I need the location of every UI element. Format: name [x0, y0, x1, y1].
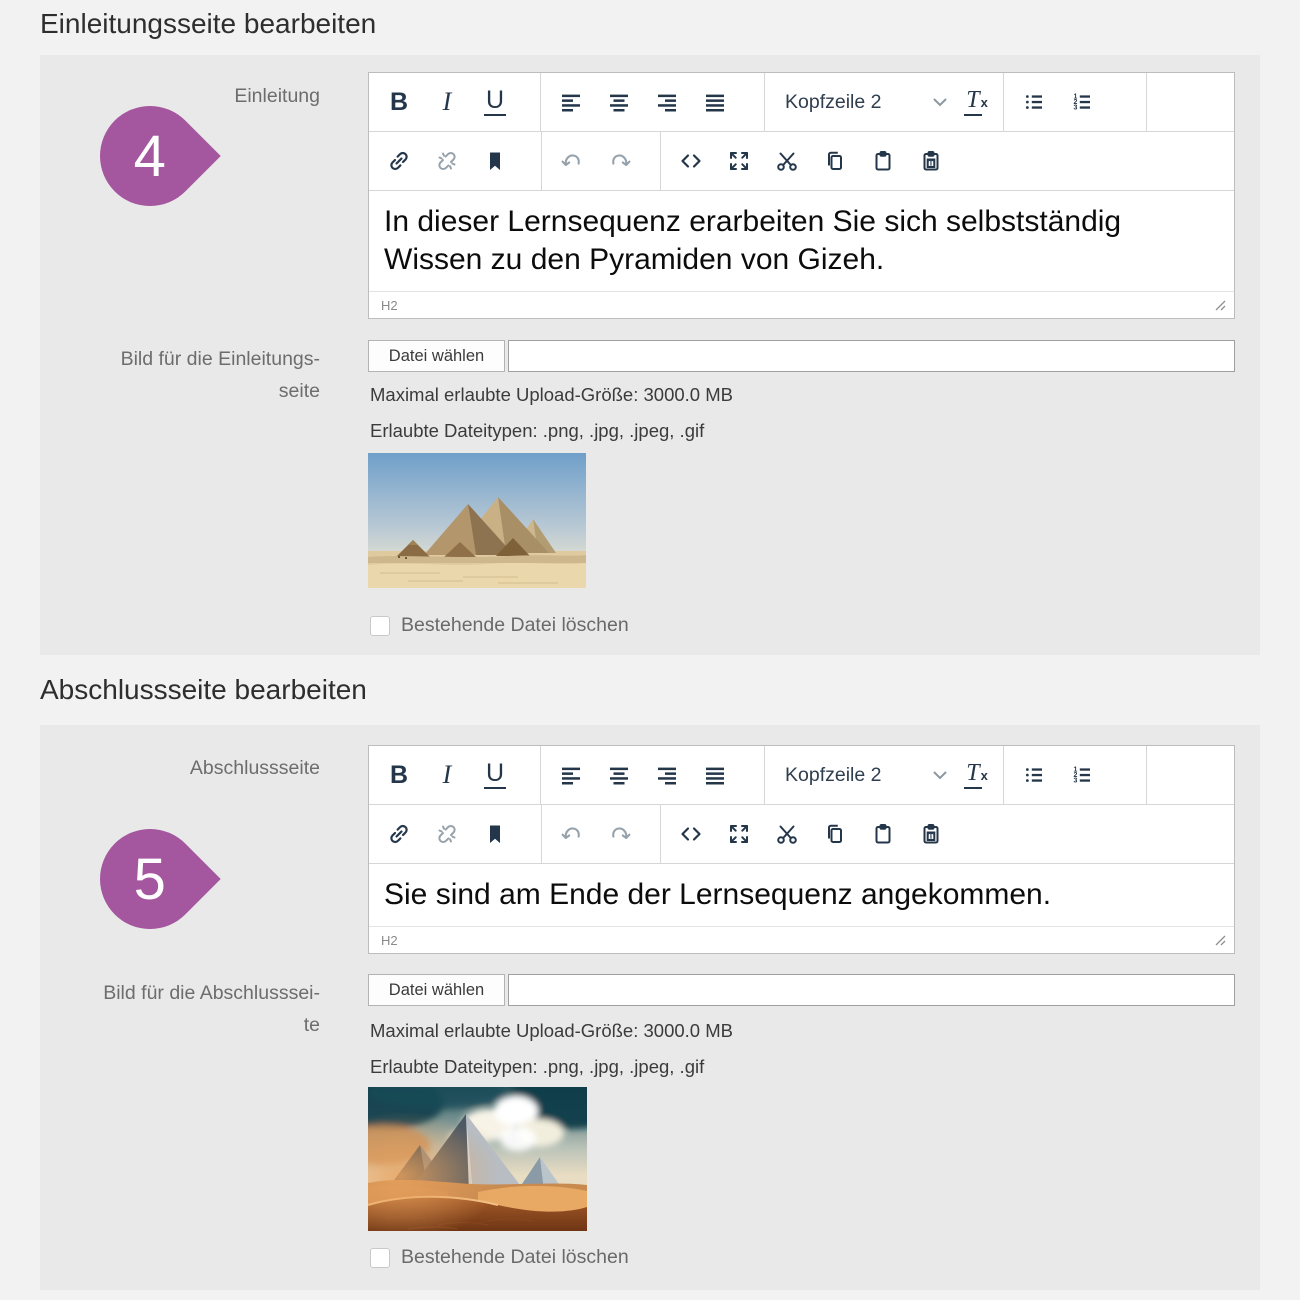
bookmark-icon: [483, 822, 507, 846]
upload-field-label: [40, 343, 320, 407]
editor-field-label: Einleitung: [234, 85, 320, 107]
toolbar-group-alignment: [541, 746, 765, 804]
align-right-button[interactable]: [643, 80, 691, 124]
delete-file-label[interactable]: Bestehende Datei löschen: [401, 614, 629, 636]
source-code-button[interactable]: [667, 812, 715, 856]
copy-button[interactable]: [811, 139, 859, 183]
fullscreen-button[interactable]: [715, 139, 763, 183]
max-upload-size-text: Maximal erlaubte Upload-Größe: 3000.0 MB: [370, 384, 733, 405]
ordered-list-icon: [1070, 763, 1094, 787]
svg-text:3: 3: [1073, 777, 1078, 785]
file-name-field[interactable]: [508, 340, 1235, 372]
redo-icon: [608, 822, 632, 846]
redo-button[interactable]: [596, 812, 644, 856]
align-left-icon: [559, 763, 583, 787]
paste-as-text-button[interactable]: [907, 812, 955, 856]
max-upload-size-text: Maximal erlaubte Upload-Größe: 3000.0 MB: [370, 1020, 733, 1041]
code-icon: [679, 822, 703, 846]
section-heading-abschluss: Abschlussseite bearbeiten: [40, 674, 367, 705]
paste-as-text-button[interactable]: [907, 139, 955, 183]
bold-button[interactable]: [375, 80, 423, 124]
selected-format-label: Kopfzeile 2: [785, 90, 882, 113]
toolbar-group-history: [542, 132, 661, 190]
align-right-icon: [655, 763, 679, 787]
paste-icon: [871, 822, 895, 846]
toolbar-spacer: [1147, 746, 1234, 804]
allowed-filetypes-text: Erlaubte Dateitypen: .png, .jpg, .jpeg, .gif: [370, 420, 705, 441]
file-name-field[interactable]: [508, 974, 1235, 1006]
remove-format-icon: T x: [964, 761, 988, 788]
editor-content-area[interactable]: [369, 191, 1234, 291]
align-center-icon: [607, 763, 631, 787]
ordered-list-button[interactable]: [1058, 80, 1106, 124]
align-justify-button[interactable]: [691, 753, 739, 797]
svg-text:1: 1: [1073, 93, 1078, 101]
unlink-icon: [435, 149, 459, 173]
rich-text-editor-einleitung: [368, 72, 1235, 319]
bold-icon: B: [389, 760, 409, 789]
ordered-list-button[interactable]: [1058, 753, 1106, 797]
align-right-button[interactable]: [643, 753, 691, 797]
toolbar-row-1: [369, 746, 1234, 805]
link-icon: [387, 822, 411, 846]
toolbar-group-links: [369, 805, 542, 863]
underline-button[interactable]: [471, 753, 519, 797]
editor-status-bar: [369, 926, 1234, 953]
underline-icon: U: [485, 759, 505, 787]
toolbar-spacer: [1147, 73, 1234, 131]
editor-status-bar: [369, 291, 1234, 318]
resize-handle-icon[interactable]: [1215, 935, 1226, 946]
toolbar-row-2: [369, 805, 1234, 864]
paragraph-format-select[interactable]: [771, 80, 955, 124]
remove-format-button[interactable]: [955, 80, 997, 124]
fullscreen-button[interactable]: [715, 812, 763, 856]
anchor-bookmark-button[interactable]: [471, 812, 519, 856]
paste-as-text-icon: [919, 149, 943, 173]
chevron-down-icon: [933, 98, 947, 107]
selected-format-label: Kopfzeile 2: [785, 763, 882, 786]
unlink-icon: [435, 822, 459, 846]
upload-field-label-line2: seite: [278, 380, 320, 402]
code-icon: [679, 149, 703, 173]
unlink-button[interactable]: [423, 139, 471, 183]
form-panel-abschluss: [40, 725, 1260, 1290]
link-button[interactable]: [375, 139, 423, 183]
toolbar-group-links: [369, 132, 542, 190]
unordered-list-icon: [1022, 90, 1046, 114]
cut-button[interactable]: [763, 812, 811, 856]
fullscreen-icon: [727, 822, 751, 846]
toolbar-group-format: [765, 73, 1004, 131]
preview-image-pyramids-giza: [368, 453, 586, 588]
element-path-label[interactable]: H2: [381, 297, 398, 313]
align-justify-icon: [703, 763, 727, 787]
toolbar-group-history: [542, 805, 661, 863]
unordered-list-button[interactable]: [1010, 80, 1058, 124]
resize-handle-icon[interactable]: [1215, 300, 1226, 311]
toolbar-row-2: [369, 132, 1234, 191]
delete-file-row: [370, 614, 629, 637]
paste-as-text-icon: [919, 822, 943, 846]
link-icon: [387, 149, 411, 173]
marker-number: 5: [133, 846, 167, 912]
upload-field-label-line2: te: [303, 1014, 320, 1036]
upload-field-label-line1: Bild für die Einleitungs-: [120, 348, 320, 370]
unordered-list-icon: [1022, 763, 1046, 787]
bold-icon: B: [389, 87, 409, 116]
paste-button[interactable]: [859, 812, 907, 856]
svg-text:T: T: [928, 159, 934, 168]
marker-number: 4: [133, 123, 167, 189]
paragraph-format-select[interactable]: [771, 753, 955, 797]
editor-text-line: In dieser Lernsequenz erarbeiten Sie sich selbstständig: [384, 205, 1122, 238]
toolbar-group-lists: [1004, 746, 1147, 804]
choose-file-button[interactable]: Datei wählen: [368, 340, 505, 372]
element-path-label[interactable]: H2: [381, 932, 398, 948]
fullscreen-icon: [727, 149, 751, 173]
toolbar-group-text-style: [369, 73, 541, 131]
scissors-icon: [775, 149, 799, 173]
svg-text:T: T: [928, 832, 934, 841]
editor-text-line: Sie sind am Ende der Lernsequenz angekommen.: [384, 878, 1052, 911]
remove-format-button[interactable]: [955, 753, 997, 797]
align-left-button[interactable]: [547, 80, 595, 124]
toolbar-group-text-style: [369, 746, 541, 804]
editor-field-label: Abschlussseite: [189, 757, 320, 779]
redo-button[interactable]: [596, 139, 644, 183]
remove-format-icon: T x: [964, 88, 988, 115]
toolbar-group-clipboard: [661, 805, 1234, 863]
preview-image-pyramids-desert: [368, 1087, 587, 1231]
rich-text-editor-abschluss: [368, 745, 1235, 954]
toolbar-row-1: [369, 73, 1234, 132]
align-justify-icon: [703, 90, 727, 114]
copy-icon: [823, 149, 847, 173]
choose-file-button[interactable]: Datei wählen: [368, 974, 505, 1006]
unordered-list-button[interactable]: [1010, 753, 1058, 797]
undo-button[interactable]: [548, 139, 596, 183]
delete-file-checkbox[interactable]: [370, 1248, 390, 1268]
anchor-bookmark-button[interactable]: [471, 139, 519, 183]
align-center-button[interactable]: [595, 80, 643, 124]
annotation-marker-5: [79, 808, 220, 949]
svg-text:3: 3: [1073, 104, 1078, 112]
delete-file-label[interactable]: Bestehende Datei löschen: [401, 1246, 629, 1268]
underline-icon: U: [485, 86, 505, 114]
allowed-filetypes-text: Erlaubte Dateitypen: .png, .jpg, .jpeg, .gif: [370, 1056, 705, 1077]
bold-button[interactable]: [375, 753, 423, 797]
italic-icon: I: [442, 87, 452, 116]
delete-file-checkbox[interactable]: [370, 616, 390, 636]
align-center-icon: [607, 90, 631, 114]
cut-button[interactable]: [763, 139, 811, 183]
toolbar-group-format: [765, 746, 1004, 804]
align-center-button[interactable]: [595, 753, 643, 797]
align-justify-button[interactable]: [691, 80, 739, 124]
align-right-icon: [655, 90, 679, 114]
ordered-list-icon: [1070, 90, 1094, 114]
toolbar-group-lists: [1004, 73, 1147, 131]
editor-content-area[interactable]: [369, 864, 1234, 926]
upload-field-label: [40, 977, 320, 1041]
source-code-button[interactable]: [667, 139, 715, 183]
form-panel-einleitung: [40, 55, 1260, 655]
align-left-button[interactable]: [547, 753, 595, 797]
svg-text:1: 1: [1073, 766, 1078, 774]
svg-text:2: 2: [1073, 771, 1078, 779]
svg-text:2: 2: [1073, 98, 1078, 106]
undo-icon: [560, 822, 584, 846]
unlink-button[interactable]: [423, 812, 471, 856]
italic-button[interactable]: [423, 80, 471, 124]
undo-button[interactable]: [548, 812, 596, 856]
italic-icon: I: [442, 760, 452, 789]
align-left-icon: [559, 90, 583, 114]
copy-icon: [823, 822, 847, 846]
bookmark-icon: [483, 149, 507, 173]
delete-file-row: [370, 1246, 629, 1269]
scissors-icon: [775, 822, 799, 846]
toolbar-group-clipboard: [661, 132, 1234, 190]
editor-text-line: Wissen zu den Pyramiden von Gizeh.: [384, 243, 885, 276]
redo-icon: [608, 149, 632, 173]
paste-icon: [871, 149, 895, 173]
toolbar-group-alignment: [541, 73, 765, 131]
underline-button[interactable]: [471, 80, 519, 124]
section-heading-einleitung: Einleitungsseite bearbeiten: [40, 8, 377, 39]
link-button[interactable]: [375, 812, 423, 856]
italic-button[interactable]: [423, 753, 471, 797]
chevron-down-icon: [933, 771, 947, 780]
paste-button[interactable]: [859, 139, 907, 183]
copy-button[interactable]: [811, 812, 859, 856]
upload-field-label-line1: Bild für die Abschlusssei-: [103, 982, 320, 1004]
undo-icon: [560, 149, 584, 173]
